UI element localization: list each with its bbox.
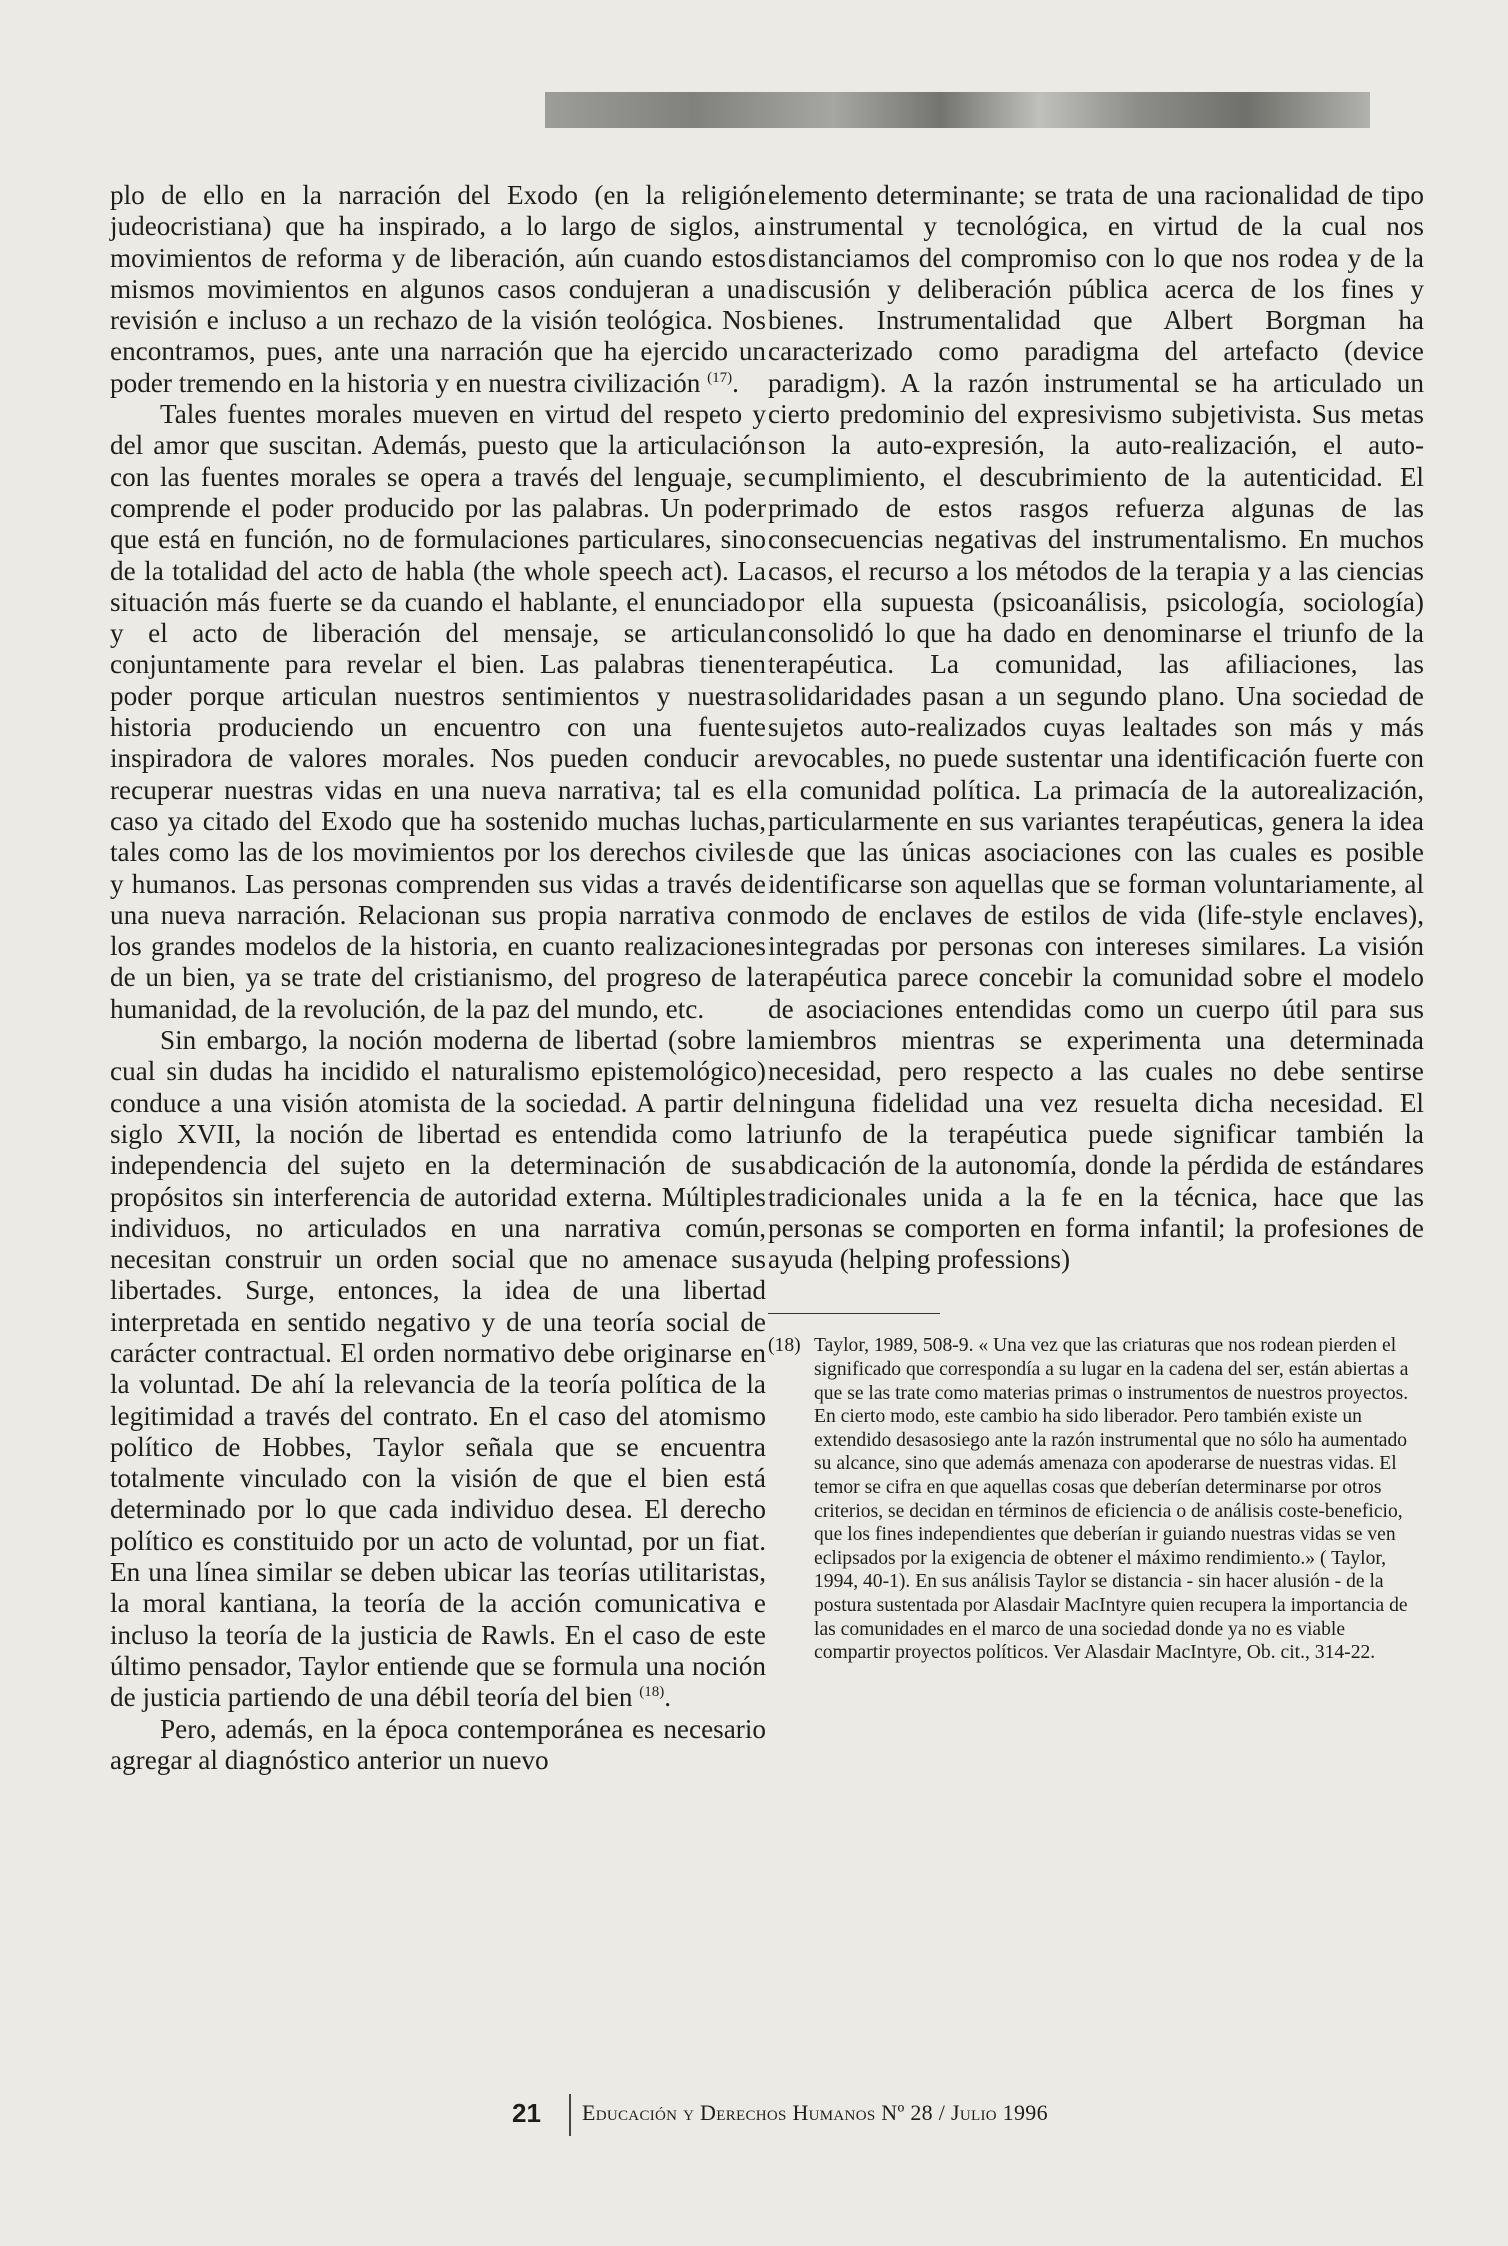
- footer-divider: [569, 2094, 571, 2136]
- paragraph-1: [110, 180, 766, 399]
- footnote-ref-17: (17): [707, 369, 733, 386]
- paragraph-3: [110, 1025, 766, 1714]
- footnote-18: [768, 1334, 1424, 1664]
- journal-title: Educación y Derechos Humanos Nº 28 / Julio 1996: [582, 2100, 1048, 2125]
- paragraph-1-end: .: [732, 367, 739, 398]
- paragraph-1-text: plo de ello en la narración del Exodo (en la religión judeocristiana) que ha inspirado, a lo largo de siglos, a movimientos de reforma y de liberación, aún cuando estos mismos movimientos en algunos casos condujeran a una revisión e incluso a un rechazo de la visión teológica. Nos encontramos, pues, ante una narración que ha ejercido un poder tremendo en la historia y en nuestra civilización: [110, 180, 766, 398]
- right-column: [768, 180, 1424, 1665]
- paragraph-2: Tales fuentes morales mueven en virtud del respeto y del amor que suscitan. Además, puesto que la articulación con las fuentes morales se opera a través del lenguaje, se comprende el poder producido por las palabras. Un poder que está en función, no de formulaciones particulares, sino de la totalidad del acto de habla (the whole speech act). La situación más fuerte se da cuando el hablante, el enunciado y el acto de liberación del mensaje, se articulan conjuntamente para revelar el bien. Las palabras tienen poder porque articulan nuestros sentimientos y nuestra historia produciendo un encuentro con una fuente inspiradora de valores morales. Nos pueden conducir a recuperar nuestras vidas en una nueva narrativa; tal es el caso ya citado del Exodo que ha sostenido muchas luchas, tales como las de los movimientos por los derechos civiles y humanos. Las personas comprenden sus vidas a través de una nueva narración. Relacionan sus propia narrativa con los grandes modelos de la historia, en cuanto realizaciones de un bien, ya se trate del cristianismo, del progreso de la humanidad, de la revolución, de la paz del mundo, etc.: [110, 399, 766, 1024]
- paragraph-4: Pero, además, en la época contemporánea es necesario agregar al diagnóstico anterior un nuevo: [110, 1713, 766, 1775]
- footnote-number: (18): [768, 1335, 801, 1357]
- footnote-text: Taylor, 1989, 508-9. « Una vez que las criaturas que nos rodean pierden el significado que correspondía a su lugar en la cadena del ser, están abiertas a que se las trate como materias primas o instrumentos de nuestros proyectos. En cierto modo, este cambio ha sido liberador. Pero también existe un extendido desasosiego ante la razón instrumental que no sólo ha aumentado su alcance, sino que además amenaza con apoderarse de nuestras vidas. El temor se cifra en que aquellas cosas que deberían determinarse por otros criterios, se decidan en términos de eficiencia o de análisis coste-beneficio, que los fines independientes que deberían ir guiando nuestras vidas se ven eclipsados por la exigencia de obtener el máximo rendimiento.» ( Taylor, 1994, 40-1). En sus análisis Taylor se distancia - sin hacer alusión - de la postura sustentada por Alasdair MacIntyre quien recupera la importancia de las comunidades en el marco de una sociedad donde ya no es viable compartir proyectos políticos. Ver Alasdair MacIntyre, Ob. cit., 314-22.: [814, 1335, 1409, 1664]
- paragraph-3-end: .: [664, 1682, 672, 1713]
- page-number: 21: [512, 2098, 541, 2128]
- left-column: [110, 180, 766, 1776]
- footnote-ref-18: (18): [639, 1684, 665, 1701]
- paragraph-3-text: Sin embargo, la noción moderna de libertad (sobre la cual sin dudas ha incidido el naturalismo epistemológico) conduce a una visión atomista de la sociedad. A partir del siglo XVII, la noción de libertad es entendida como la independencia del sujeto en la determinación de sus propósitos sin interferencia de autoridad externa. Múltiples individuos, no articulados en una narrativa común, necesitan construir un orden social que no amenace sus libertades. Surge, entonces, la idea de una libertad interpretada en sentido negativo y de una teoría social de carácter contractual. El orden normativo debe originarse en la voluntad. De ahí la relevancia de la teoría política de la legitimidad a través del contrato. En el caso del atomismo político de Hobbes, Taylor señala que se encuentra totalmente vinculado con la visión de que el bien está determinado por lo que cada individuo desea. El derecho político es constituido por un acto de voluntad, por un fiat. En una línea similar se deben ubicar las teorías utilitaristas, la moral kantiana, la teoría de la acción comunicativa e incluso la teoría de la justicia de Rawls. En el caso de este último pensador, Taylor entiende que se formula una noción de justicia partiendo de una débil teoría del bien: [110, 1025, 766, 1713]
- footnote-divider: [768, 1313, 940, 1314]
- header-decorative-band: [545, 92, 1370, 128]
- paragraph-5: elemento determinante; se trata de una racionalidad de tipo instrumental y tecnológica, en virtud de la cual nos distanciamos del compromiso con lo que nos rodea y de la discusión y deliberación pública acerca de los fines y bienes. Instrumentalidad que Albert Borgman ha caracterizado como paradigma del artefacto (device paradigm). A la razón instrumental se ha articulado un cierto predominio del expresivismo subjetivista. Sus metas son la auto-expresión, la auto-realización, el auto-cumplimiento, el descubrimiento de la autenticidad. El primado de estos rasgos refuerza algunas de las consecuencias negativas del instrumentalismo. En muchos casos, el recurso a los métodos de la terapia y a las ciencias por ella supuesta (psicoanálisis, psicología, sociología) consolidó lo que ha dado en denominarse el triunfo de la terapéutica. La comunidad, las afiliaciones, las solidaridades pasan a un segundo plano. Una sociedad de sujetos auto-realizados cuyas lealtades son más y más revocables, no puede sustentar una identificación fuerte con la comunidad política. La primacía de la autorealización, particularmente en sus variantes terapéuticas, genera la idea de que las únicas asociaciones con las cuales es posible identificarse son aquellas que se forman voluntariamente, al modo de enclaves de estilos de vida (life-style enclaves), integradas por personas con intereses similares. La visión terapéutica parece concebir la comunidad sobre el modelo de asociaciones entendidas como un cuerpo útil para sus miembros mientras se experimenta una determinada necesidad, pero respecto a las cuales no debe sentirse ninguna fidelidad una vez resuelta dicha necesidad. El triunfo de la terapéutica puede significar también la abdicación de la autonomía, donde la pérdida de estándares tradicionales unida a la fe en la técnica, hace que las personas se comporten en forma infantil; la profesiones de ayuda (helping professions): [768, 180, 1424, 1275]
- page-footer: [0, 2098, 1508, 2138]
